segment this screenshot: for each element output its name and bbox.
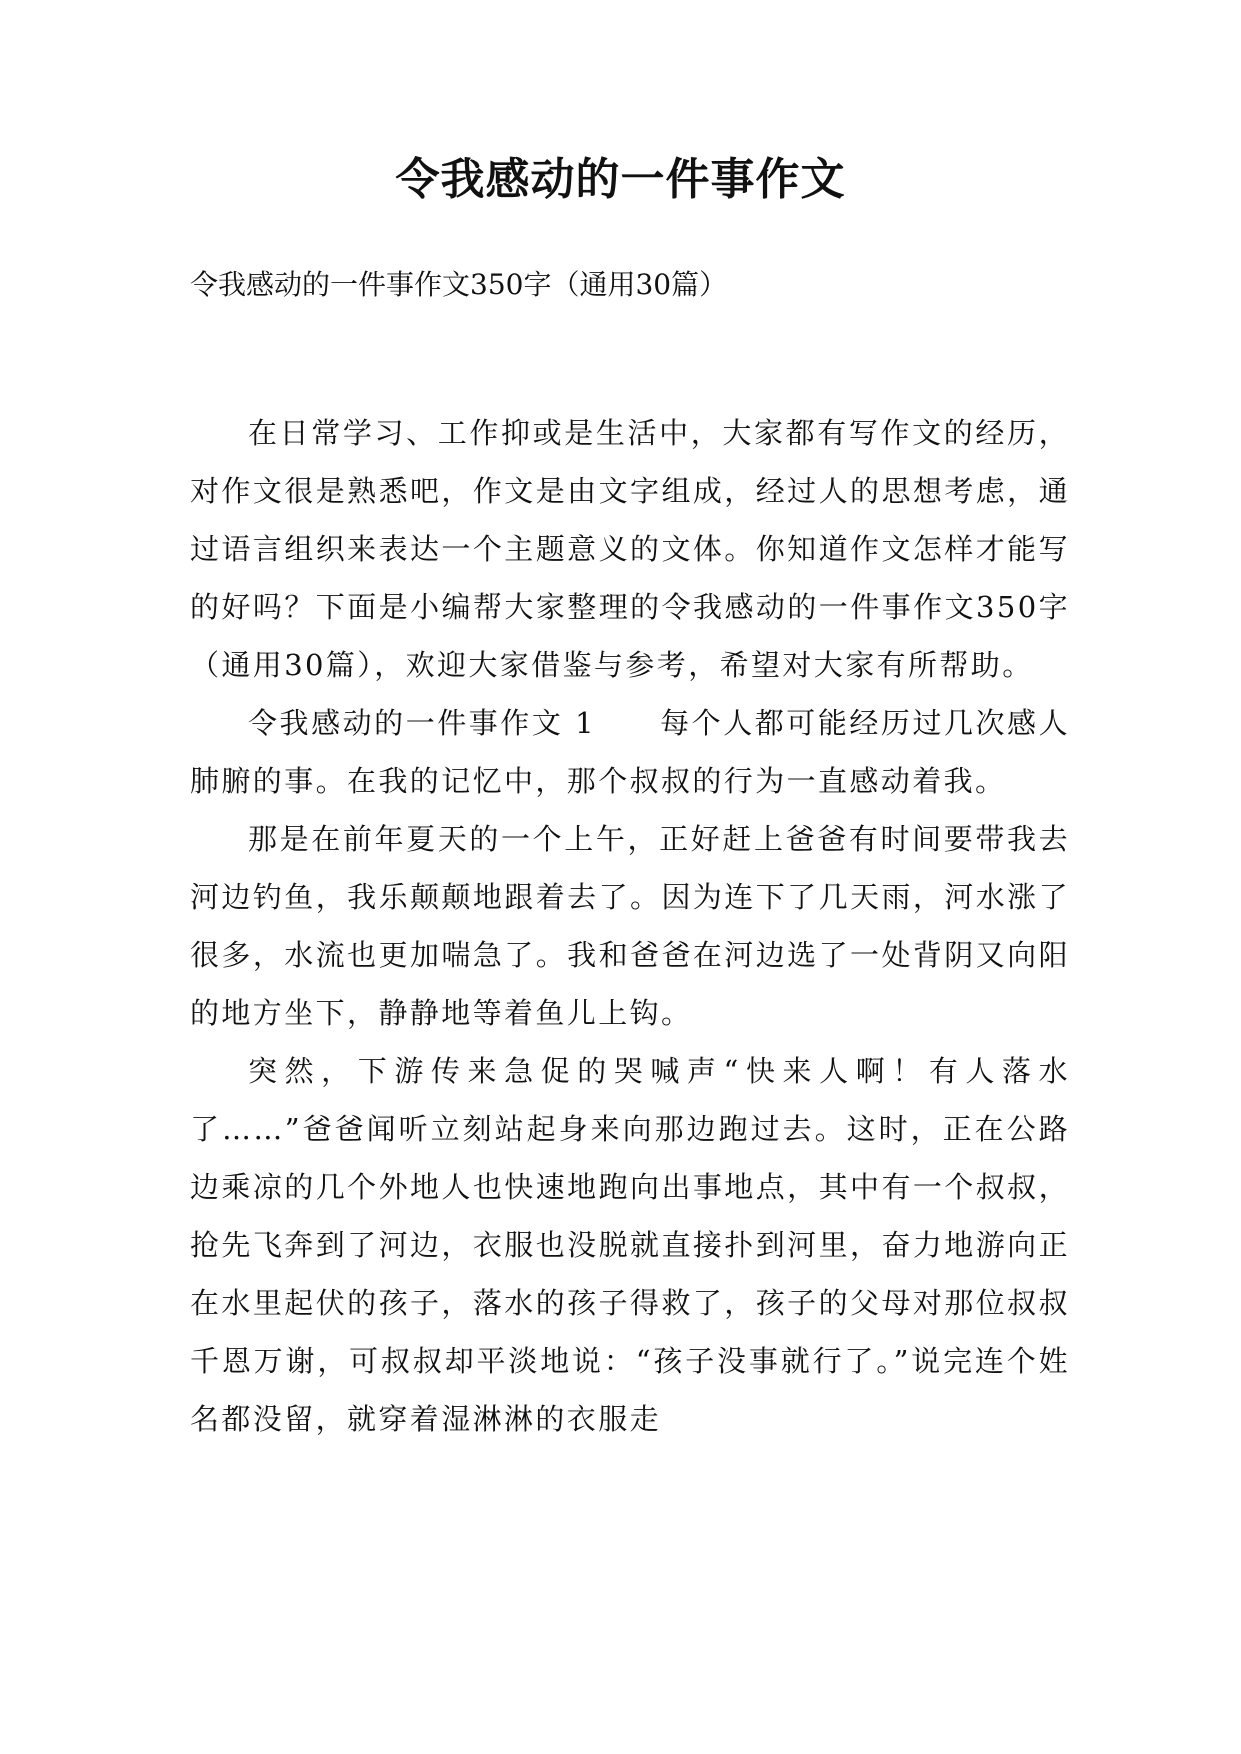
document-subtitle: 令我感动的一件事作文350字（通用30篇） — [190, 268, 728, 301]
essay-heading: 令我感动的一件事作文 1 — [248, 706, 596, 740]
essay-paragraph-2: 那是在前年夏天的一个上午，正好赶上爸爸有时间要带我去河边钓鱼，我乐颠颠地跟着去了。因为连下了几天雨，河水涨了很多，水流也更加喘急了。我和爸爸在河边选了一处背阴又向阳的地方坐下，静静地等着鱼儿上钩。 — [190, 822, 1070, 1030]
essay-paragraph-1: 每个人都可能经历过几次感人肺腑的事。在我的记忆中，那个叔叔的行为一直感动着我。 — [190, 706, 1070, 798]
document-title: 令我感动的一件事作文 — [395, 154, 846, 205]
intro-paragraph: 在日常学习、工作抑或是生活中，大家都有写作文的经历，对作文很是熟悉吧，作文是由文字组成，经过人的思想考虑，通过语言组织来表达一个主题意义的文体。你知道作文怎样才能写的好吗？下面是小编帮大家整理的令我感动的一件事作文350字（通用30篇），欢迎大家借鉴与参考，希望对大家有所帮助。 — [190, 416, 1070, 682]
essay-1-opening-paragraph — [190, 694, 1070, 810]
document-body — [190, 404, 1070, 1448]
essay-paragraph-3: 突然，下游传来急促的哭喊声“快来人啊！有人落水了……”爸爸闻听立刻站起身来向那边跑过去。这时，正在公路边乘凉的几个外地人也快速地跑向出事地点，其中有一个叔叔，抢先飞奔到了河边，衣服也没脱就直接扑到河里，奋力地游向正在水里起伏的孩子，落水的孩子得救了，孩子的父母对那位叔叔千恩万谢，可叔叔却平淡地说：“孩子没事就行了。”说完连个姓名都没留，就穿着湿淋淋的衣服走 — [190, 1054, 1070, 1436]
